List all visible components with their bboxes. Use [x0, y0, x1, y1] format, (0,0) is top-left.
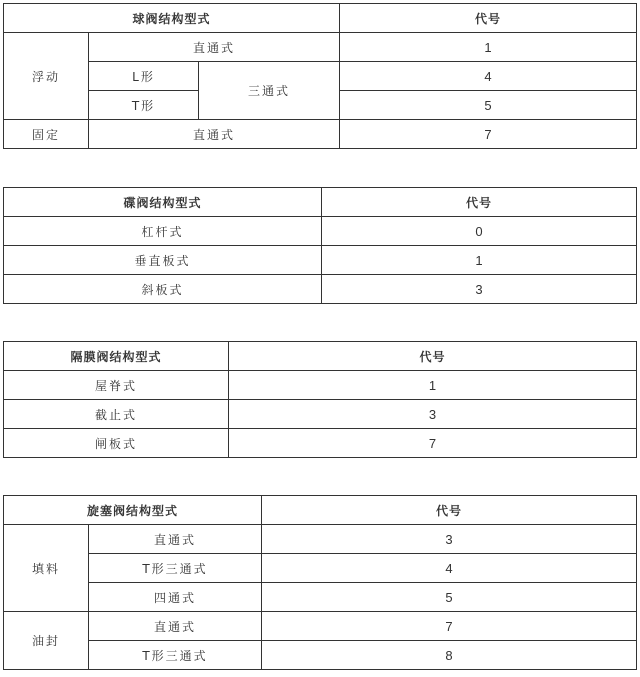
- fixed-cell: 固定: [4, 120, 89, 149]
- straight-cell: 直通式: [89, 120, 340, 149]
- code-cell: 7: [229, 429, 637, 458]
- plug-valve-code-header: 代号: [262, 496, 637, 525]
- table-row: [4, 612, 637, 641]
- ball-valve-code-header: 代号: [340, 4, 637, 33]
- table-row: [4, 62, 637, 91]
- table-row: [4, 583, 637, 612]
- table-row: [4, 120, 637, 149]
- table-row: [4, 275, 637, 304]
- butterfly-valve-table: [3, 187, 637, 304]
- three-way-cell: 三通式: [199, 62, 340, 120]
- type-cell: T形三通式: [89, 554, 262, 583]
- type-cell: T形三通式: [89, 641, 262, 670]
- table-row: [4, 371, 637, 400]
- table-row: [4, 525, 637, 554]
- plug-valve-structure-header: 旋塞阀结构型式: [4, 496, 262, 525]
- code-cell: 3: [322, 275, 637, 304]
- code-cell: 1: [340, 33, 637, 62]
- table-row: [4, 217, 637, 246]
- floating-cell: 浮动: [4, 33, 89, 120]
- table-header-row: [4, 4, 637, 33]
- packing-cell: 填料: [4, 525, 89, 612]
- table-row: [4, 33, 637, 62]
- type-cell: 直通式: [89, 612, 262, 641]
- code-cell: 5: [340, 91, 637, 120]
- code-cell: 1: [229, 371, 637, 400]
- ball-valve-structure-header: 球阀结构型式: [4, 4, 340, 33]
- code-cell: 4: [262, 554, 637, 583]
- type-cell: 斜板式: [4, 275, 322, 304]
- type-cell: 垂直板式: [4, 246, 322, 275]
- diaphragm-valve-structure-header: 隔膜阀结构型式: [4, 342, 229, 371]
- table-row: [4, 246, 637, 275]
- code-cell: 3: [262, 525, 637, 554]
- l-shape-cell: L形: [89, 62, 199, 91]
- code-cell: 7: [262, 612, 637, 641]
- code-cell: 0: [322, 217, 637, 246]
- code-cell: 5: [262, 583, 637, 612]
- t-shape-cell: T形: [89, 91, 199, 120]
- table-header-row: [4, 188, 637, 217]
- type-cell: 四通式: [89, 583, 262, 612]
- plug-valve-table: [3, 495, 637, 670]
- code-cell: 1: [322, 246, 637, 275]
- type-cell: 屋脊式: [4, 371, 229, 400]
- table-row: [4, 400, 637, 429]
- ball-valve-table: [3, 3, 637, 149]
- straight-cell: 直通式: [89, 33, 340, 62]
- oil-seal-cell: 油封: [4, 612, 89, 670]
- table-row: [4, 554, 637, 583]
- table-row: [4, 641, 637, 670]
- diaphragm-valve-code-header: 代号: [229, 342, 637, 371]
- table-row: [4, 429, 637, 458]
- type-cell: 直通式: [89, 525, 262, 554]
- code-cell: 7: [340, 120, 637, 149]
- type-cell: 截止式: [4, 400, 229, 429]
- type-cell: 杠杆式: [4, 217, 322, 246]
- butterfly-valve-structure-header: 碟阀结构型式: [4, 188, 322, 217]
- code-cell: 4: [340, 62, 637, 91]
- diaphragm-valve-table: [3, 341, 637, 458]
- butterfly-valve-code-header: 代号: [322, 188, 637, 217]
- table-header-row: [4, 342, 637, 371]
- code-cell: 8: [262, 641, 637, 670]
- table-header-row: [4, 496, 637, 525]
- code-cell: 3: [229, 400, 637, 429]
- type-cell: 闸板式: [4, 429, 229, 458]
